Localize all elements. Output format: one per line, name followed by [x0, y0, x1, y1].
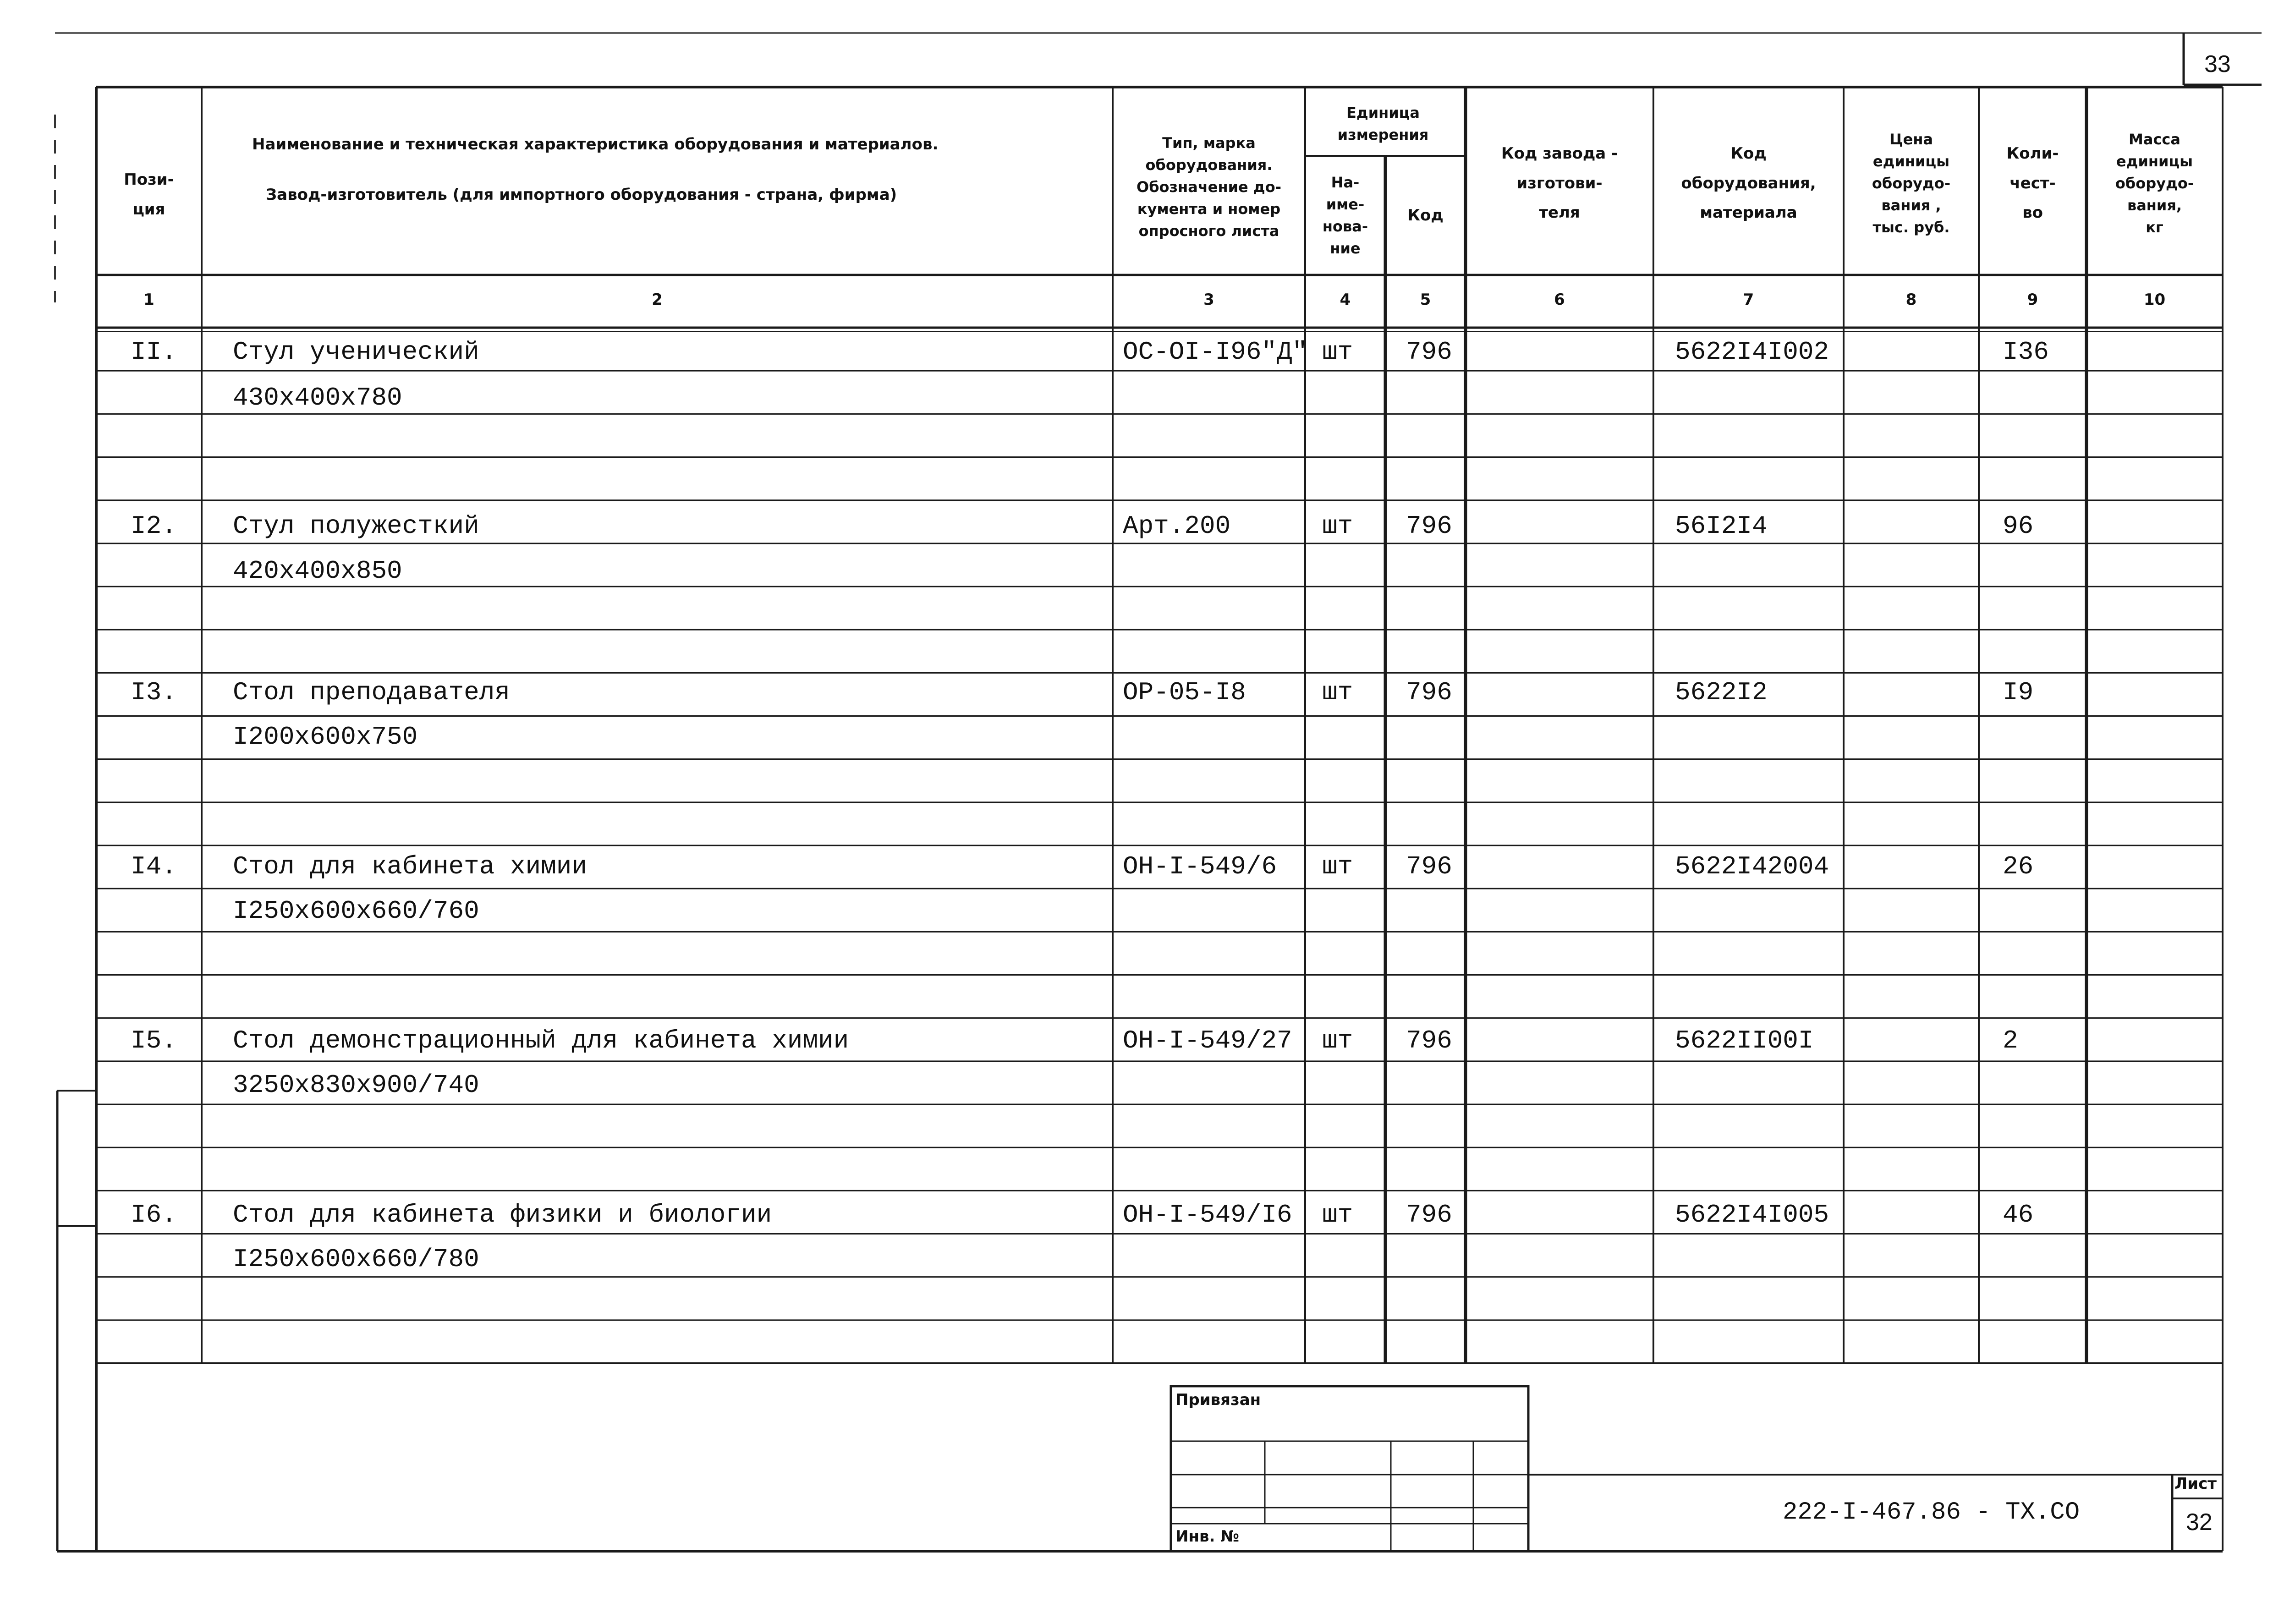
item-quantity: 96 — [2003, 511, 2034, 541]
header-unit-code: Код — [1407, 206, 1444, 225]
item-quantity: 26 — [2003, 852, 2034, 881]
header-price: Цена единицы оборудо- вания , тыс. руб. — [1872, 131, 1951, 236]
sheet-number: 32 — [2186, 1509, 2213, 1536]
item-type: ОС-ОI-I96"Д" — [1123, 337, 1308, 367]
item-equipment-code: 5622I2 — [1675, 678, 1768, 707]
item-name: Стул полужесткий — [233, 511, 479, 541]
header-name-line2: Завод-изготовитель (для импортного оборудования - страна, фирма) — [266, 185, 897, 204]
item-name: Стол для кабинета химии — [233, 852, 587, 881]
item-quantity: 2 — [2003, 1026, 2018, 1055]
item-quantity: I9 — [2003, 678, 2034, 707]
header-unit-name: На- име- нова- ние — [1322, 174, 1368, 257]
item-unit: шт — [1322, 678, 1353, 707]
sheet-label: Лист — [2174, 1475, 2217, 1493]
item-name: Стол демонстрационный для кабинета химии — [233, 1026, 849, 1055]
item-dimensions: 430х400х780 — [233, 383, 402, 412]
column-number: 10 — [2143, 291, 2166, 309]
column-number: 7 — [1743, 291, 1754, 309]
column-number: 6 — [1554, 291, 1565, 309]
column-number: 4 — [1340, 291, 1351, 309]
header-quantity: Коли- чест- во — [2006, 144, 2059, 222]
item-unit: шт — [1322, 1026, 1353, 1055]
item-type: ОР-05-I8 — [1123, 678, 1246, 707]
header-unit-group: Единица измерения — [1337, 104, 1429, 143]
header-type: Тип, марка оборудования. Обозначение до- кумента и номер опросного листа — [1136, 134, 1281, 240]
item-name: Стол преподавателя — [233, 678, 510, 707]
header-mass: Масса единицы оборудо- вания, кг — [2115, 131, 2194, 236]
item-quantity: 46 — [2003, 1200, 2034, 1229]
stamp-box — [1171, 1386, 1528, 1551]
item-unit-code: 796 — [1406, 1026, 1452, 1055]
item-unit-code: 796 — [1406, 337, 1452, 367]
item-position: I4. — [131, 852, 177, 881]
item-position: I5. — [131, 1026, 177, 1055]
header-equipment-code: Код оборудования, материала — [1681, 144, 1816, 222]
item-type: Арт.200 — [1123, 511, 1231, 541]
column-number: 9 — [2027, 291, 2038, 309]
column-number: 1 — [143, 291, 154, 309]
item-dimensions: I200х600х750 — [233, 722, 418, 752]
item-type: ОН-I-549/27 — [1123, 1026, 1292, 1055]
item-position: I2. — [131, 511, 177, 541]
item-equipment-code: 56I2I4 — [1675, 511, 1768, 541]
item-type: ОН-I-549/6 — [1123, 852, 1277, 881]
header-name-line1: Наименование и техническая характеристика оборудования и материалов. — [252, 135, 939, 154]
header-plant-code: Код завода - изготови- теля — [1501, 144, 1618, 222]
item-unit: шт — [1322, 337, 1353, 367]
item-position: II. — [131, 337, 177, 367]
document-number: 222-I-467.86 - ТХ.СО — [1783, 1498, 2080, 1526]
item-position: I6. — [131, 1200, 177, 1229]
item-unit: шт — [1322, 1200, 1353, 1229]
item-equipment-code: 5622I4I005 — [1675, 1200, 1829, 1229]
item-unit-code: 796 — [1406, 852, 1452, 881]
item-unit-code: 796 — [1406, 1200, 1452, 1229]
item-type: ОН-I-549/I6 — [1123, 1200, 1292, 1229]
item-dimensions: 3250х830х900/740 — [233, 1070, 479, 1100]
column-number: 3 — [1203, 291, 1214, 309]
item-name: Стул ученический — [233, 337, 479, 367]
page-number: 33 — [2204, 51, 2231, 77]
header-position: Пози- ция — [124, 170, 174, 219]
item-unit-code: 796 — [1406, 511, 1452, 541]
item-equipment-code: 5622II00I — [1675, 1026, 1814, 1055]
item-dimensions: I250х600х660/780 — [233, 1245, 479, 1274]
column-number: 5 — [1420, 291, 1431, 309]
item-dimensions: 420х400х850 — [233, 556, 402, 586]
stamp-inventory-label: Инв. № — [1175, 1527, 1240, 1546]
item-equipment-code: 5622I4I002 — [1675, 337, 1829, 367]
item-name: Стол для кабинета физики и биологии — [233, 1200, 772, 1229]
column-number: 8 — [1905, 291, 1917, 309]
stamp-bound-label: Привязан — [1175, 1391, 1261, 1409]
item-unit: шт — [1322, 852, 1353, 881]
column-number: 2 — [652, 291, 663, 309]
item-unit: шт — [1322, 511, 1353, 541]
item-equipment-code: 5622I42004 — [1675, 852, 1829, 881]
item-dimensions: I250х600х660/760 — [233, 896, 479, 926]
item-unit-code: 796 — [1406, 678, 1452, 707]
item-quantity: I36 — [2003, 337, 2049, 367]
item-position: I3. — [131, 678, 177, 707]
